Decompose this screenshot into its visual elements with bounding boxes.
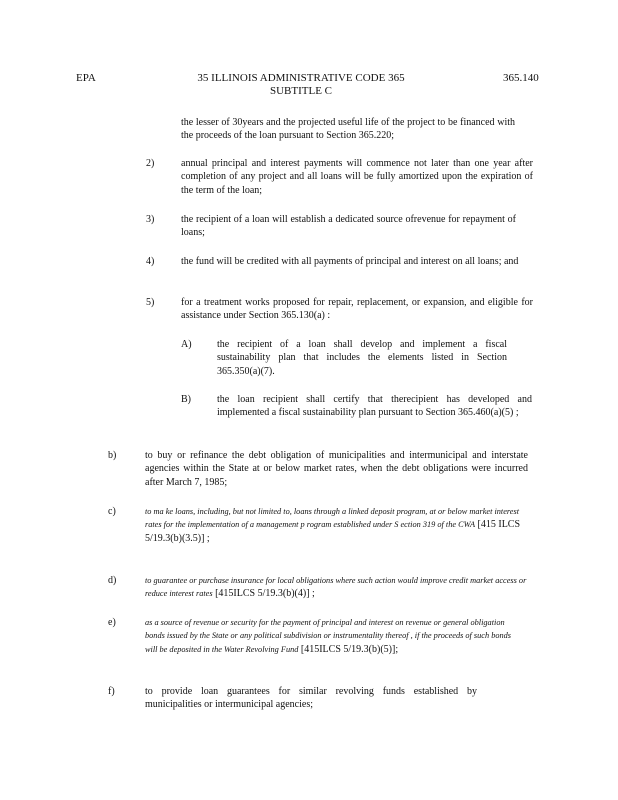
agency-label: EPA bbox=[76, 72, 96, 84]
item-label: 4) bbox=[146, 256, 155, 267]
item-label: 2) bbox=[146, 158, 155, 169]
statute-citation: [415ILCS 5/19.3(b)(5)]; bbox=[300, 643, 399, 655]
code-title-line2: SUBTITLE C bbox=[269, 85, 333, 97]
lettered-text: to provide loan guarantees for similar revolving funds established by municipalities or intermunicipal agencies; bbox=[145, 686, 477, 711]
lettered-label: e) bbox=[108, 617, 116, 628]
lettered-paragraph bbox=[145, 616, 522, 656]
subitem-label: A) bbox=[181, 339, 192, 350]
lettered-paragraph bbox=[145, 505, 529, 545]
lettered-paragraph bbox=[145, 574, 533, 601]
statute-citation: [415 ILCS 5/19.3(b)(3.5)] ; bbox=[145, 519, 521, 544]
lettered-label: c) bbox=[108, 506, 116, 517]
item-1-continuation: the lesser of 30years and the projected useful life of the project to be financed with the proceeds of the loan pursuant to Section 365.220; bbox=[181, 117, 515, 142]
lettered-label: d) bbox=[108, 575, 117, 586]
code-title bbox=[168, 72, 434, 98]
item-text: for a treatment works proposed for repair, replacement, or expansion, and eligible for assistance under Section 365.130(a) : bbox=[181, 297, 533, 322]
lettered-text: to guarantee or purchase insurance for local obligations where such action would improve credit market access or reduce interest rates bbox=[145, 576, 527, 599]
lettered-text: to buy or refinance the debt obligation of municipalities and intermunicipal and interstate agencies within the State at or below market rates, when the debt obligations were incurred after March 7, 1985; bbox=[145, 450, 528, 488]
subitem-text: the loan recipient shall certify that therecipient has developed and implemented a fiscal sustainability plan pursuant to Section 365.460(a)(5) ; bbox=[217, 394, 532, 419]
item-label: 3) bbox=[146, 214, 155, 225]
item-label: 5) bbox=[146, 297, 155, 308]
lettered-text: to ma ke loans, including, but not limited to, loans through a linked deposit program, at or below market interest rates for the implementation of a management p rogram established under S ection 319 of the CWA bbox=[145, 507, 520, 530]
subitem-text: the recipient of a loan shall develop and implement a fiscal sustainability plan that includes the elements listed in Section 365.350(a)(7). bbox=[217, 339, 507, 377]
lettered-label: f) bbox=[108, 686, 115, 697]
lettered-text: as a source of revenue or security for the payment of principal and interest on revenue or general obligation bonds issued by the State or any political subdivision or instrumentality thereof , if the proceeds of such bonds will be deposited in the Water Revolving Fund bbox=[145, 618, 512, 654]
section-number: 365.140 bbox=[503, 72, 539, 84]
subitem-label: B) bbox=[181, 394, 191, 405]
lettered-label: b) bbox=[108, 450, 117, 461]
statute-citation: [415ILCS 5/19.3(b)(4)] ; bbox=[215, 588, 315, 600]
item-text: annual principal and interest payments will commence not later than one year after completion of any project and all loans will be fully amortized upon the expiration of the term of the loan; bbox=[181, 158, 533, 196]
item-text: the recipient of a loan will establish a dedicated source ofrevenue for repayment of loans; bbox=[181, 214, 516, 239]
item-text: the fund will be credited with all payments of principal and interest on all loans; and bbox=[181, 256, 519, 267]
code-title-line1: 35 ILLINOIS ADMINISTRATIVE CODE 365 bbox=[197, 72, 405, 84]
